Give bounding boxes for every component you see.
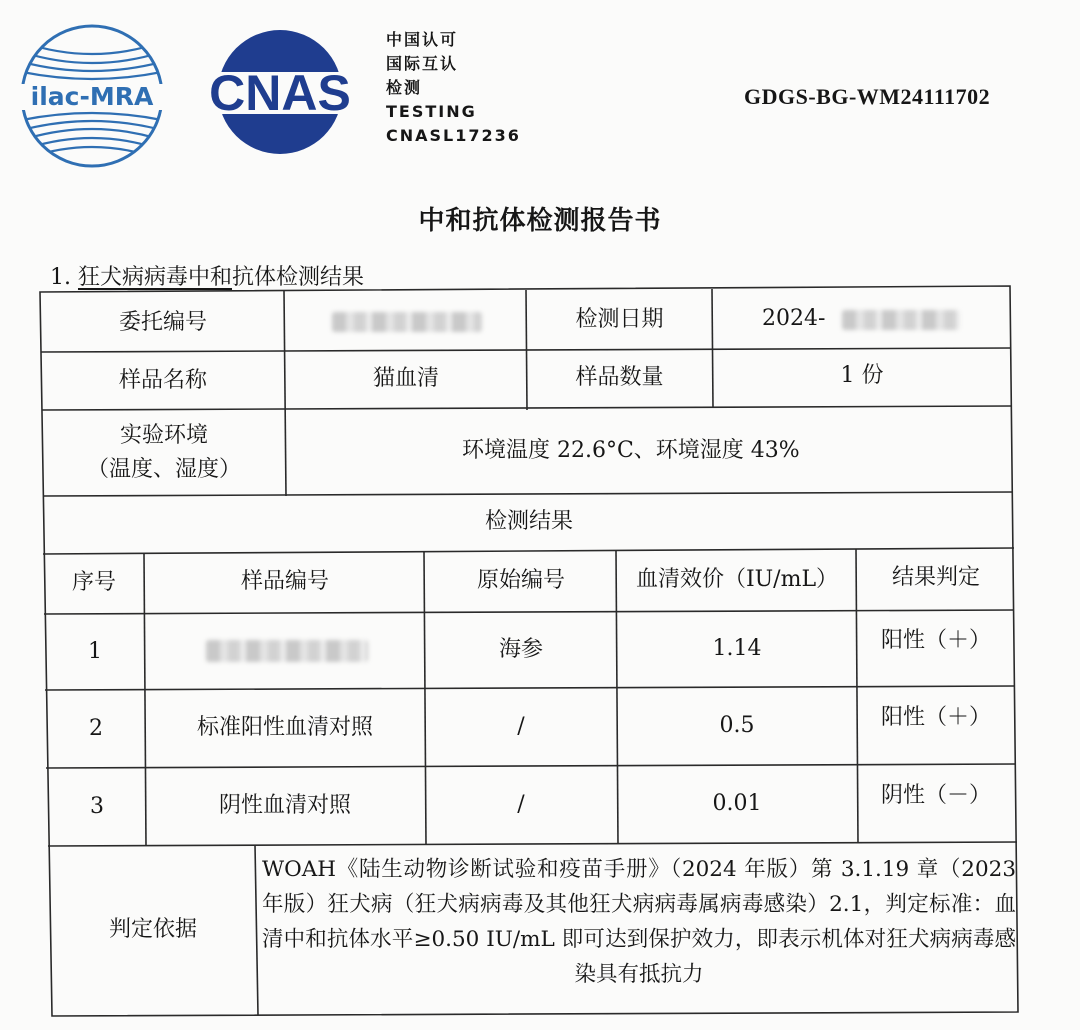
environment-label-line2: （温度、湿度） bbox=[86, 457, 241, 482]
redacted-blur bbox=[206, 640, 368, 662]
cert-line: 中国认可 bbox=[386, 30, 459, 49]
sample-qty-value: 1 份 bbox=[840, 363, 884, 388]
cert-line: 检测 bbox=[386, 78, 423, 97]
row-1-index: 1 bbox=[88, 639, 102, 664]
column-header-titer: 血清效价（IU/mL） bbox=[635, 567, 839, 592]
row-2-judgement: 阳性（＋） bbox=[880, 705, 991, 730]
sample-name-value: 猫血清 bbox=[372, 366, 439, 391]
row-1-sample-no bbox=[146, 613, 424, 689]
ilac-logo-text: ilac-MRA bbox=[30, 82, 154, 111]
row-3-sample-no: 阴性血清对照 bbox=[218, 793, 351, 818]
section-suffix: 抗体检测结果 bbox=[232, 265, 365, 290]
commission-no-label: 委托编号 bbox=[118, 310, 207, 335]
row-2-index: 2 bbox=[89, 716, 103, 741]
section-heading bbox=[50, 260, 364, 291]
row-3-index: 3 bbox=[90, 794, 104, 819]
cnas-logo bbox=[192, 26, 368, 158]
row-3-titer: 0.01 bbox=[712, 791, 762, 816]
commission-no-value bbox=[286, 292, 526, 350]
row-3-original-no: / bbox=[517, 792, 525, 817]
environment-value: 环境温度 22.6°C、环境湿度 43% bbox=[462, 438, 800, 463]
test-date-text: 2024- bbox=[762, 306, 826, 331]
basis-label: 判定依据 bbox=[108, 917, 197, 942]
results-heading: 检测结果 bbox=[484, 509, 573, 534]
row-2-sample-no: 标准阳性血清对照 bbox=[196, 715, 373, 740]
column-header-original-no: 原始编号 bbox=[476, 568, 565, 593]
row-1-original-no: 海参 bbox=[498, 637, 543, 662]
accreditation-text bbox=[386, 28, 521, 148]
report-title: 中和抗体检测报告书 bbox=[418, 206, 662, 236]
sample-name-label: 样品名称 bbox=[118, 368, 207, 393]
row-3-judgement: 阴性（－） bbox=[880, 783, 991, 808]
row-2-original-no: / bbox=[517, 714, 525, 739]
row-2-titer: 0.5 bbox=[719, 713, 755, 738]
cert-line: TESTING bbox=[386, 102, 477, 121]
redacted-blur bbox=[332, 312, 482, 332]
cnas-logo-text: CNAS bbox=[209, 65, 351, 121]
test-date-value bbox=[714, 290, 1010, 348]
environment-label bbox=[43, 410, 285, 496]
sample-qty-label: 样品数量 bbox=[575, 365, 664, 390]
row-1-judgement: 阳性（＋） bbox=[880, 628, 991, 653]
section-underlined: 狂犬病病毒中和 bbox=[77, 265, 232, 290]
cert-line: CNASL17236 bbox=[386, 126, 521, 145]
column-header-index: 序号 bbox=[71, 570, 116, 595]
section-prefix: 1. bbox=[50, 265, 78, 290]
test-date-label: 检测日期 bbox=[575, 307, 664, 332]
column-header-judgement: 结果判定 bbox=[891, 565, 980, 590]
report-header bbox=[0, 0, 1080, 180]
ilac-mra-logo bbox=[18, 22, 166, 170]
column-header-sample-no: 样品编号 bbox=[240, 569, 329, 594]
row-1-titer: 1.14 bbox=[712, 636, 762, 661]
environment-label-line1: 实验环境 bbox=[119, 423, 208, 448]
basis-text: WOAH《陆生动物诊断试验和疫苗手册》（2024 年版）第 3.1.19 章（2023 年版）狂犬病（狂犬病病毒及其他狂犬病病毒属病毒感染）2.1，判定标准：血清中和抗体水平≥0.50 IU/mL 即可达到保护效力，即表示机体对狂犬病病毒感染具有抵抗力 bbox=[262, 857, 1016, 987]
report-number: GDGS-BG-WM24111702 bbox=[744, 84, 991, 109]
cert-line: 国际互认 bbox=[386, 54, 459, 73]
redacted-blur bbox=[842, 310, 960, 330]
